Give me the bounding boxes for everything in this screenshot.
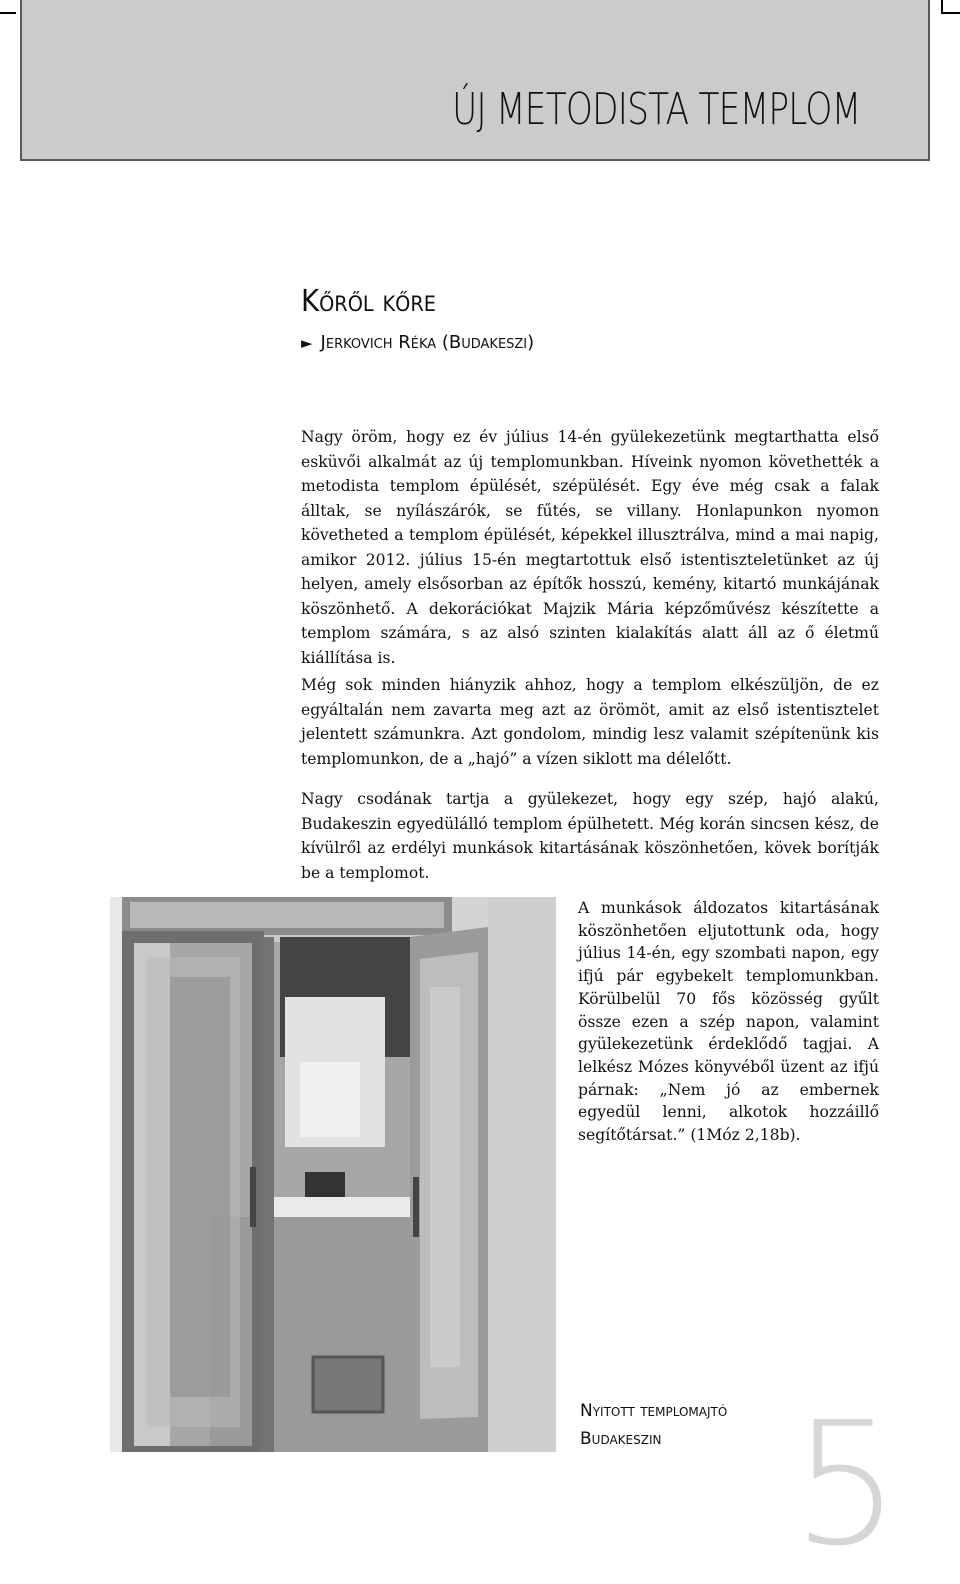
paragraph-4: A munkások áldozatos kitartásának köszönhetően eljutottunk oda, hogy július 14-én, egy szombati napon, egy ifjú pár egybekelt templomunkban. Körülbelül 70 fős közösség gyűlt össze ezen a szép napon, valamint gyülekezetünk érdeklődő tagjai. A lelkész Mózes könyvéből üzent az ifjú párnak: „Nem jó az embernek egyedül lenni, alkotok hozzáillő segítőtársat.” (1Móz 2,18b). [578,899,879,1145]
page-number: 5 [792,1386,901,1584]
paragraph-2: Még sok minden hiányzik ahhoz, hogy a templom elkészüljön, de ez egyáltalán nem zavarta meg azt az örömöt, amit az első istentisztelet jelentett számunkra. Azt gondolom, mindig lesz valamit szépítenünk kis templomunkon, de a „hajó” a vízen siklott ma délelőtt. [301,676,879,768]
byline-arrow-icon: ► [301,334,313,352]
paragraph-3: Nagy csodának tartja a gyülekezet, hogy egy szép, hajó alakú, Budakeszin egyedülálló templom épülhetett. Még korán sincsen kész, de kívülről az erdélyi munkások kitartásának köszönhetően, kövek borítják be a templomot. [301,790,879,882]
caption-line-2: Budakeszin [580,1429,662,1449]
article-byline [301,332,534,353]
crop-mark-left [0,12,16,14]
article-title: Kőről kőre [301,284,436,319]
byline-text: Jerkovich Réka (Budakeszi) [320,332,535,353]
header-title: ÚJ METODISTA TEMPLOM [451,84,860,135]
church-door-photo [110,897,556,1452]
paragraph-1: Nagy öröm, hogy ez év július 14-én gyülekezetünk megtarthatta első esküvői alkalmát az új templomunkban. Híveink nyomon követhették a metodista templom épülését, szépülését. Egy éve még csak a falak álltak, se nyílászárók, se fűtés, se villany. Honlapunkon nyomon követheted a templom épülését, képekkel illusztrálva, mind a mai napig, amikor 2012. július 15-én megtartottuk első istentiszteletünket az új helyen, amely elsősorban az építők hosszú, kemény, kitartó munkájának köszönhető. A dekorációkat Majzik Mária képzőművész készítette a templom számára, s az alsó szinten kialakítás alatt áll az ő életmű kiállítása is. [301,428,879,667]
caption-line-1: Nyitott templomajtó [580,1401,728,1421]
photo-caption [580,1397,727,1453]
header-banner [20,0,930,161]
crop-mark-right-h [941,12,960,14]
